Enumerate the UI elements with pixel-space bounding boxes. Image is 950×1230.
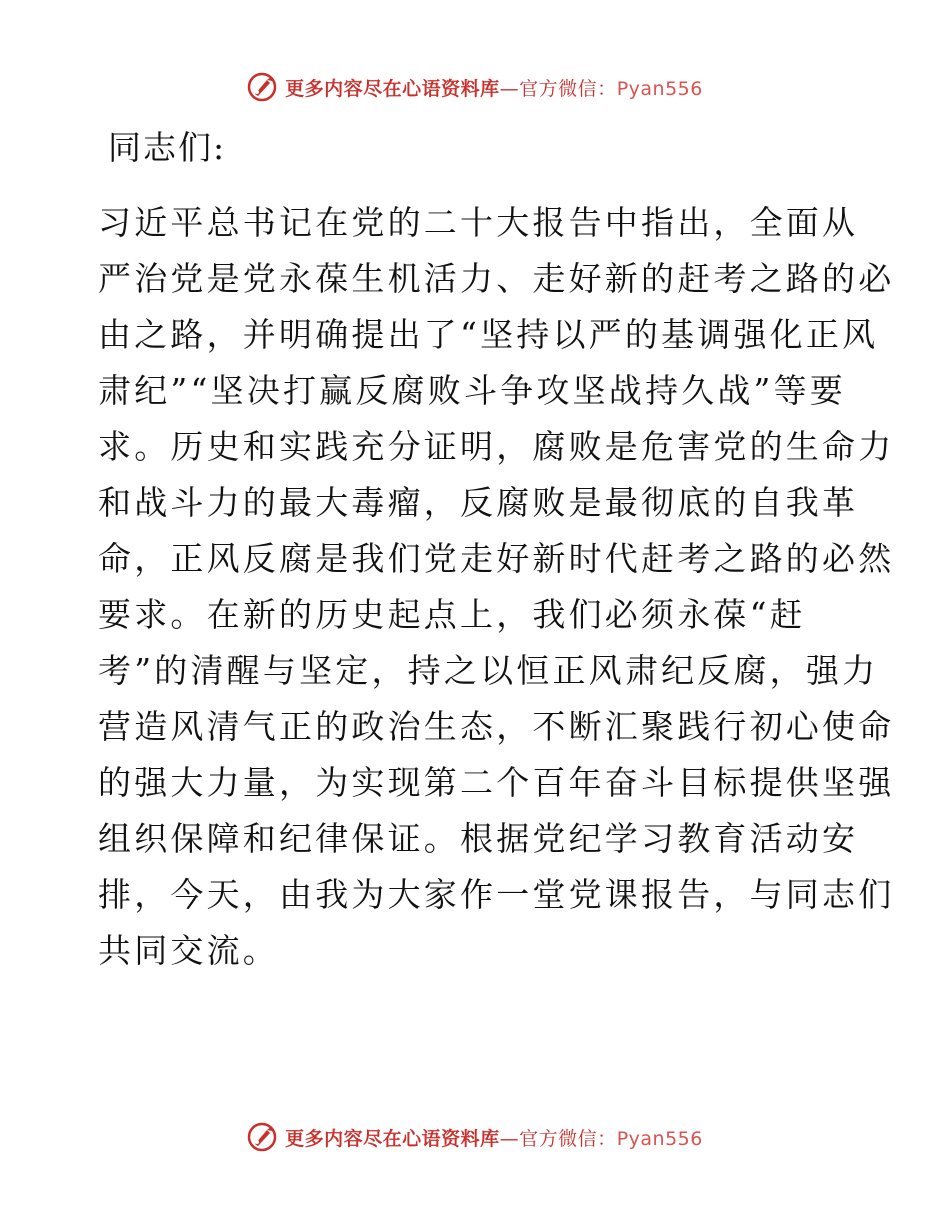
paragraph-line: 习近平总书记在党的二十大报告中指出，全面从 bbox=[98, 203, 859, 242]
paragraph-line: 严治党是党永葆生机活力、走好新的赶考之路的必 bbox=[98, 259, 895, 298]
document-body bbox=[98, 124, 895, 979]
paragraph-line: 命，正风反腐是我们党走好新时代赶考之路的必然 bbox=[98, 539, 895, 578]
watermark-brand: 更多内容尽在心语资料库 bbox=[285, 1127, 500, 1150]
paragraph-line: 由之路，并明确提出了“坚持以严的基调强化正风 bbox=[98, 315, 879, 354]
watermark-account: Pyan556 bbox=[616, 1127, 703, 1150]
watermark-label: 官方微信： bbox=[519, 77, 617, 100]
paragraph-line: 营造风清气正的政治生态，不断汇聚践行初心使命 bbox=[98, 707, 895, 746]
salutation: 同志们: bbox=[108, 128, 227, 167]
watermark-account: Pyan556 bbox=[616, 77, 703, 100]
header-watermark bbox=[0, 72, 950, 102]
watermark-text bbox=[285, 74, 703, 101]
paragraph-line: 求。历史和实践充分证明，腐败是危害党的生命力 bbox=[98, 427, 895, 466]
quill-logo-icon bbox=[247, 1122, 277, 1152]
paragraph-line: 组织保障和纪律保证。根据党纪学习教育活动安 bbox=[98, 819, 859, 858]
watermark-text bbox=[285, 1124, 703, 1151]
paragraph-line: 排，今天，由我为大家作一堂党课报告，与同志们 bbox=[98, 875, 895, 914]
paragraph-line: 要求。在新的历史起点上，我们必须永葆“赶 bbox=[98, 595, 806, 634]
watermark-separator: — bbox=[499, 77, 520, 100]
watermark-label: 官方微信： bbox=[519, 1127, 617, 1150]
paragraph-line: 和战斗力的最大毒瘤，反腐败是最彻底的自我革 bbox=[98, 483, 859, 522]
paragraph-line: 的强大力量，为实现第二个百年奋斗目标提供坚强 bbox=[98, 763, 895, 802]
body-paragraph bbox=[98, 195, 895, 979]
watermark-brand: 更多内容尽在心语资料库 bbox=[285, 77, 500, 100]
quill-logo-icon bbox=[247, 72, 277, 102]
footer-watermark bbox=[0, 1122, 950, 1152]
watermark-separator: — bbox=[499, 1127, 520, 1150]
paragraph-line: 考”的清醒与坚定，持之以恒正风肃纪反腐，强力 bbox=[98, 651, 879, 690]
paragraph-line: 共同交流。 bbox=[98, 931, 279, 970]
paragraph-line: 肃纪”“坚决打赢反腐败斗争攻坚战持久战”等要 bbox=[98, 371, 847, 410]
